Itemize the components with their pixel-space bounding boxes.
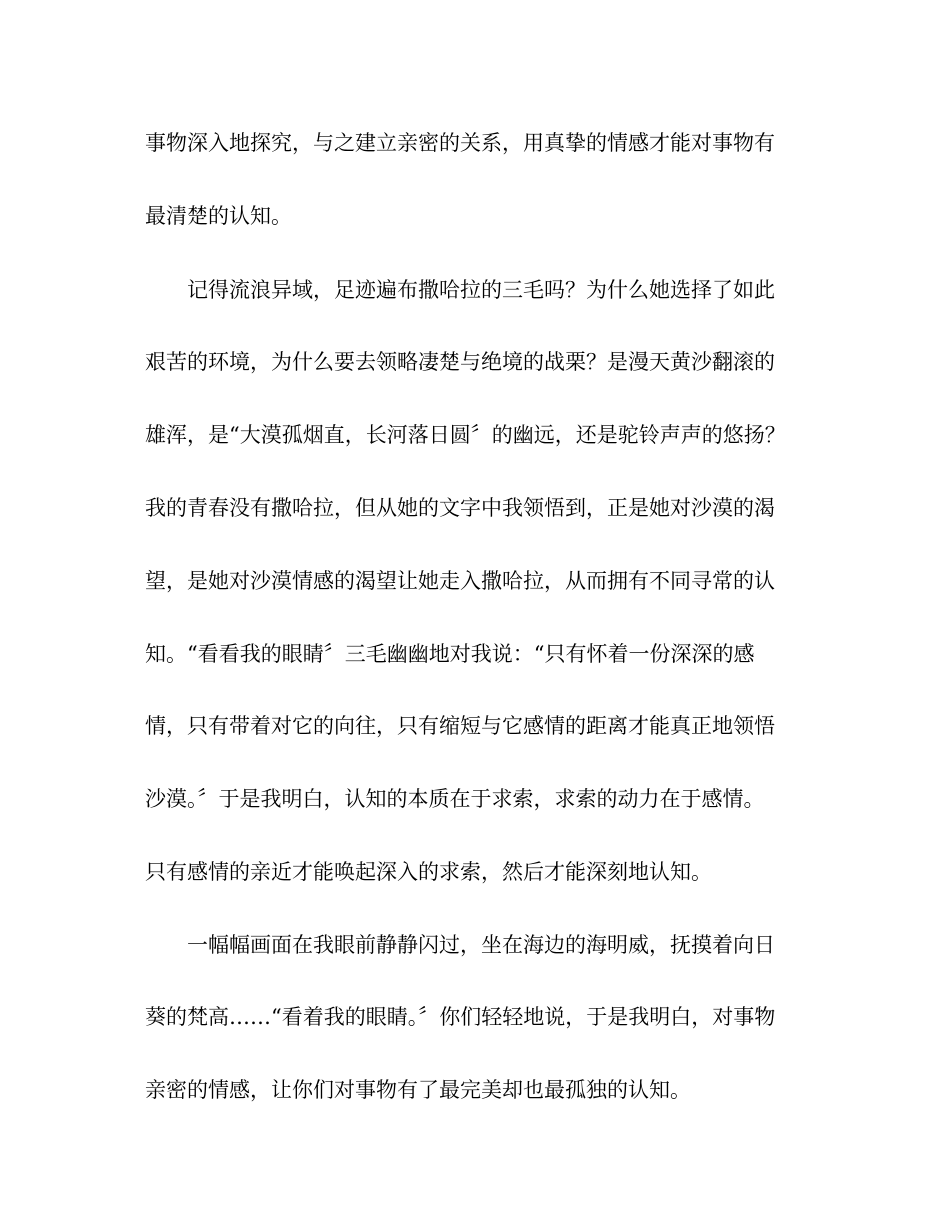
paragraph-line: 亲密的情感，让你们对事物有了最完美却也最孤独的认知。 xyxy=(145,1078,691,1102)
paragraph-line: 事物深入地探究，与之建立亲密的关系，用真挚的情感才能对事物有 xyxy=(145,131,775,155)
paragraph-line: 我的青春没有撒哈拉，但从她的文字中我领悟到，正是她对沙漠的渴 xyxy=(145,496,775,520)
paragraph-line: 望，是她对沙漠情感的渴望让她走入撒哈拉，从而拥有不同寻常的认 xyxy=(145,569,775,593)
paragraph-line: 一幅幅画面在我眼前静静闪过，坐在海边的海明威，抚摸着向日 xyxy=(187,933,775,957)
paragraph-line: 记得流浪异域，足迹遍布撒哈拉的三毛吗？为什么她选择了如此 xyxy=(187,278,775,302)
paragraph-line: 情，只有带着对它的向往，只有缩短与它感情的距离才能真正地领悟 xyxy=(145,714,775,738)
paragraph-line: 最清楚的认知。 xyxy=(145,204,292,228)
paragraph-line: 沙漠。〞于是我明白，认知的本质在于求索，求索的动力在于感情。 xyxy=(145,787,765,811)
paragraph-line: 葵的梵高……“看着我的眼睛。〞你们轻轻地说，于是我明白，对事物 xyxy=(145,1005,776,1029)
paragraph-line: 知。“看看我的眼睛〞三毛幽幽地对我说：“只有怀着一份深深的感 xyxy=(145,642,755,666)
paragraph-line: 只有感情的亲近才能唤起深入的求索，然后才能深刻地认知。 xyxy=(145,860,712,884)
paragraph-line: 艰苦的环境，为什么要去领略凄楚与绝境的战栗？是漫天黄沙翻滚的 xyxy=(145,350,775,374)
paragraph-line: 雄浑，是“大漠孤烟直，长河落日圆〞的幽远，还是驼铃声声的悠扬？ xyxy=(145,423,786,447)
